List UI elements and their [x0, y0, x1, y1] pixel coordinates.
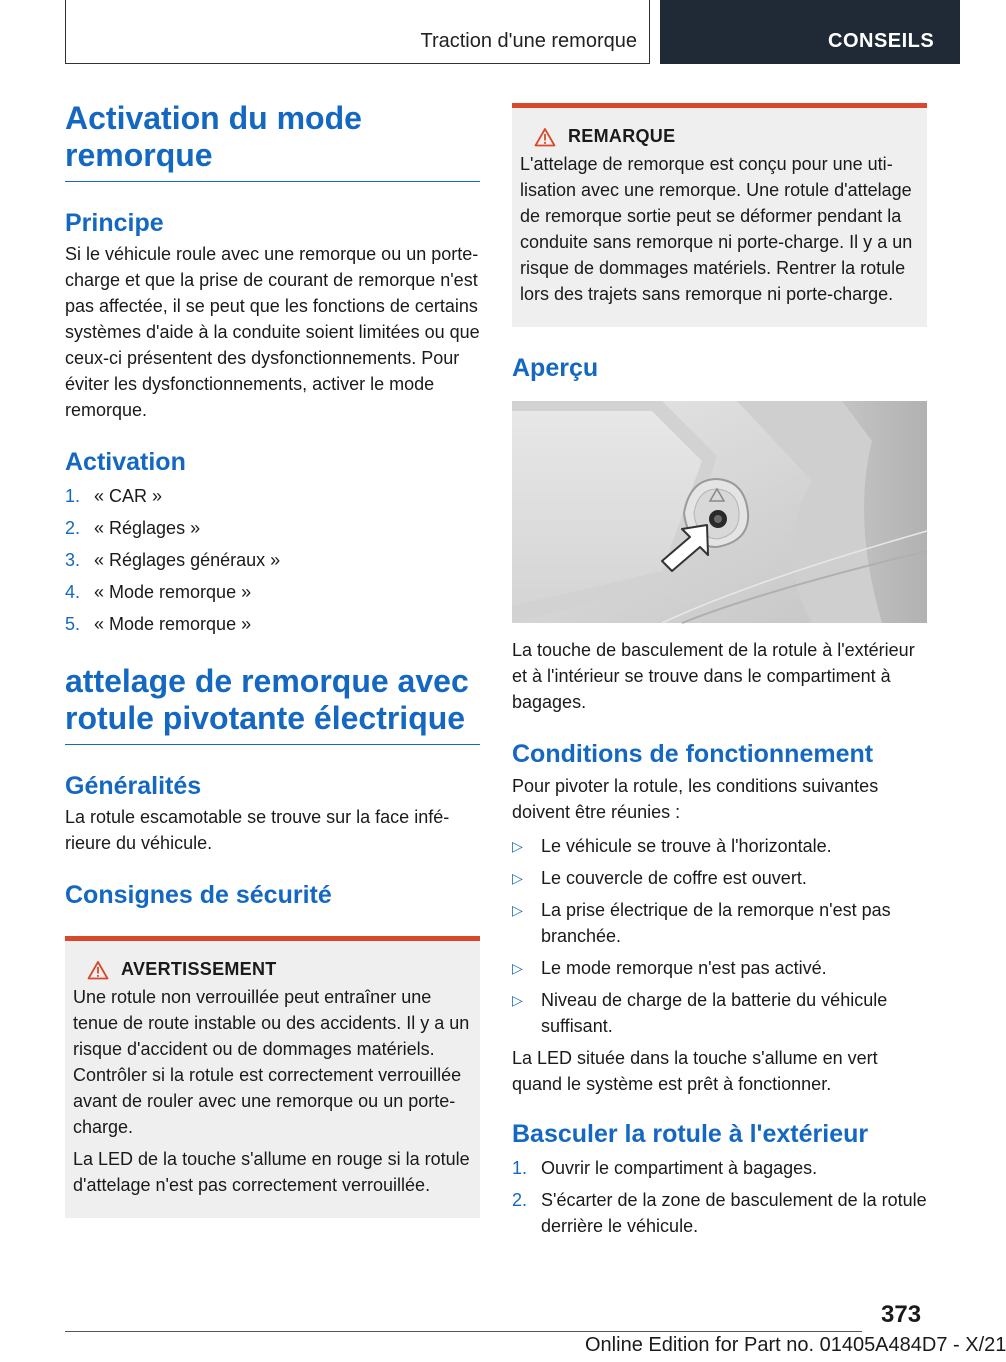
warning-text-2: La LED de la touche s'allume en rouge si la rotule d'attelage n'est pas correctement verrouillée. — [73, 1149, 470, 1195]
list-item: 3. « Réglages généraux » — [65, 550, 281, 570]
warning-callout — [65, 936, 480, 1218]
list-item: 4. « Mode remorque » — [65, 582, 252, 602]
triangle-right-icon: ▷ — [512, 992, 523, 1008]
list-item: 1. Ouvrir le compartiment à bagages. — [512, 1158, 818, 1178]
heading-generalites: Généralités — [65, 772, 202, 800]
trailer-button-photo — [512, 401, 927, 623]
section-title: Traction d'une remorque — [420, 30, 637, 52]
heading-consignes: Consignes de sécurité — [65, 881, 332, 909]
list-item: ▷ Niveau de charge de la batterie du véhicule suffisant. — [512, 987, 927, 1039]
apercu-caption: La touche de basculement de la rotule à l'extérieur et à l'intérieur se trouve dans le compartiment à bagages. — [512, 640, 915, 712]
conditions-intro: Pour pivoter la rotule, les conditions suivantes doivent être réunies : — [512, 776, 879, 822]
list-item: ▷ La prise électrique de la remorque n'est pas branchée. — [512, 897, 927, 949]
trunk-illustration — [512, 401, 927, 623]
heading-basculer: Basculer la rotule à l'extérieur — [512, 1120, 869, 1148]
footer-rule — [65, 1331, 862, 1332]
footer-edition: Online Edition for Part no. 01405A484D7 - X/21 — [585, 1334, 1006, 1356]
heading-activation-mode: Activation du mode remorque — [65, 100, 362, 173]
heading-conditions: Conditions de fonctionnement — [512, 740, 874, 768]
list-item: 2. S'écarter de la zone de basculement de la rotule derrière le véhicule. — [512, 1190, 927, 1236]
triangle-right-icon: ▷ — [512, 902, 523, 918]
conditions-list — [512, 833, 927, 1039]
principe-text: Si le véhicule roule avec une remorque ou un porte-charge et que la prise de courant de remorque n'est pas affectée, il se peut que les fonctions de certains systèmes d'aide à la conduite soient limitées ou que ceux-ci présentent des dysfonctionnements. Pour éviter les dysfonctionnements, activer le mode remorque. — [65, 244, 480, 420]
note-callout — [512, 103, 927, 327]
chapter-title: CONSEILS — [828, 30, 935, 52]
list-item: ▷ Le véhicule se trouve à l'horizontale. — [512, 833, 927, 859]
heading-rule — [65, 181, 480, 182]
heading-principe: Principe — [65, 209, 164, 237]
warning-triangle-icon — [87, 960, 109, 980]
warning-triangle-icon — [534, 127, 556, 147]
triangle-right-icon: ▷ — [512, 870, 523, 886]
heading-attelage: attelage de remorque avec rotule pivotante électrique — [65, 663, 469, 736]
list-item: ▷ Le mode remorque n'est pas activé. — [512, 955, 927, 981]
basculer-steps — [512, 1155, 927, 1239]
warning-title: AVERTISSEMENT — [87, 959, 472, 980]
list-item: 2. « Réglages » — [65, 518, 201, 538]
left-column — [65, 100, 480, 1218]
heading-apercu: Aperçu — [512, 354, 599, 382]
activation-steps — [65, 483, 480, 637]
note-text: L'attelage de remorque est conçu pour une utilisation avec une remorque. Une rotule d'attelage de remorque sortie peut se déformer pendant la conduite sans remorque ni porte-charge. Il y a un risque de dommages matériels. Rentrer la rotule lors des trajets sans remorque ni porte-charge. — [520, 154, 913, 304]
note-title: REMARQUE — [534, 126, 919, 147]
right-column — [512, 103, 927, 1245]
list-item: ▷ Le couvercle de coffre est ouvert. — [512, 865, 927, 891]
triangle-right-icon: ▷ — [512, 960, 523, 976]
header-left-frame — [65, 0, 650, 64]
page-number: 373 — [881, 1301, 922, 1328]
heading-activation: Activation — [65, 448, 186, 476]
warning-text-1: Une rotule non verrouillée peut entraîner une tenue de route instable ou des accidents. Il y a un risque d'accident ou de dommages matériels. Contrôler si la rotule est correctement verrouillée avant de rouler avec une remorque ou un porte-charge. — [73, 987, 470, 1137]
heading-rule — [65, 744, 480, 745]
list-item: 5. « Mode remorque » — [65, 614, 252, 634]
triangle-right-icon: ▷ — [512, 838, 523, 854]
generalites-text: La rotule escamotable se trouve sur la face inférieure du véhicule. — [65, 807, 450, 853]
conditions-outro: La LED située dans la touche s'allume en vert quand le système est prêt à fonctionner. — [512, 1048, 878, 1094]
list-item: 1. « CAR » — [65, 486, 163, 506]
